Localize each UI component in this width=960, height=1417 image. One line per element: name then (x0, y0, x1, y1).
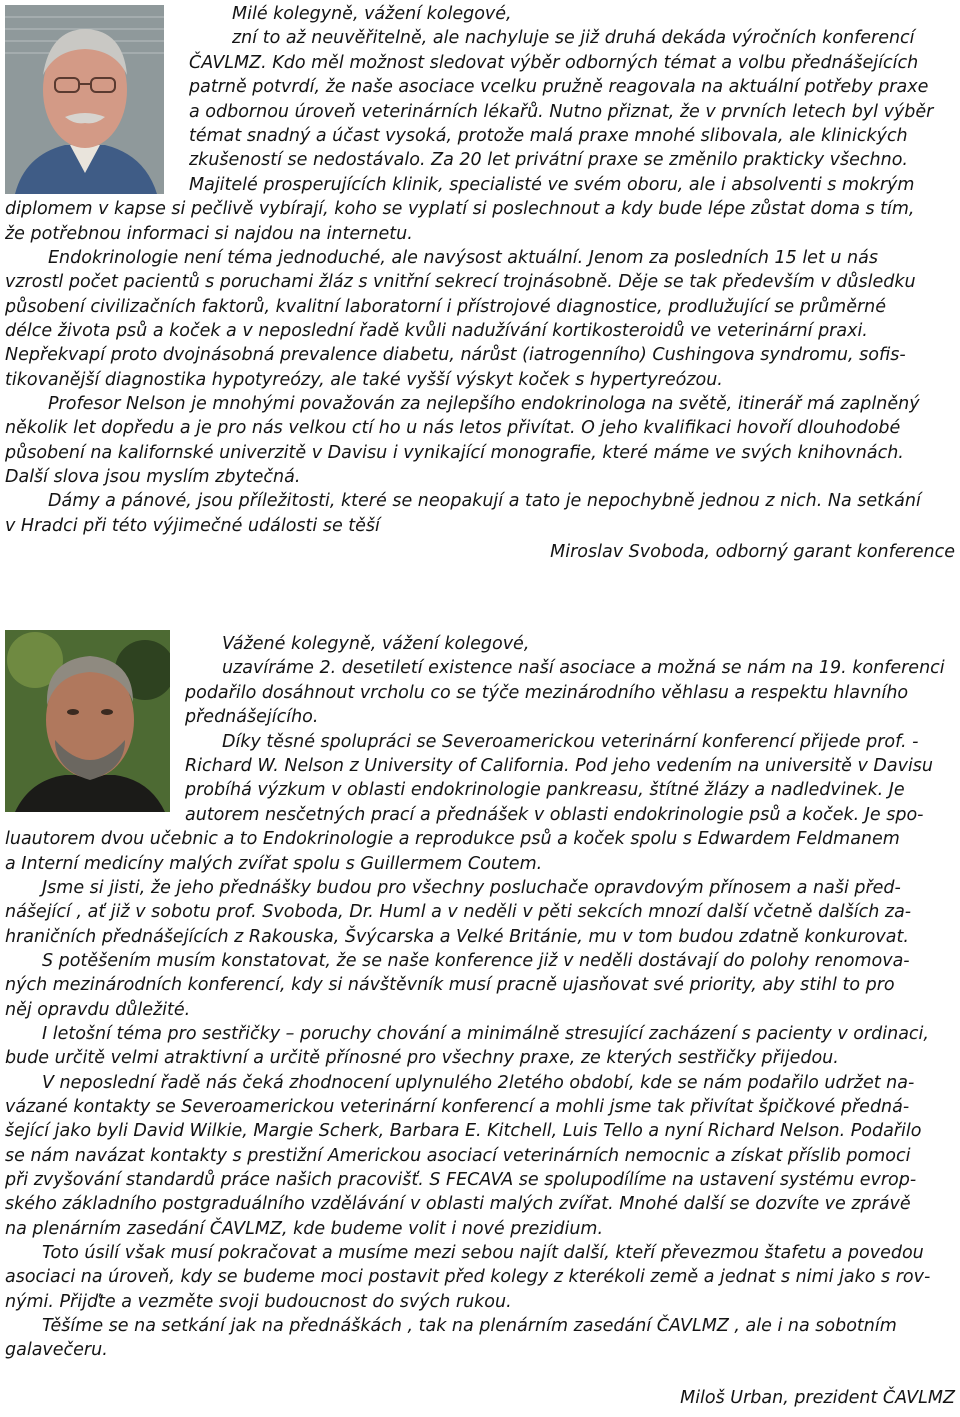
paragraph-line: nášející , ať již v sobotu prof. Svoboda, Dr. Huml a v neděli v pěti sekcích mnozí další včetně dalších za- (5, 902, 912, 922)
paragraph-line: zní to až neuvěřitelně, ale nachyluje se již druhá dekáda výročních konferencí (232, 28, 915, 48)
signature-urban: Miloš Urban, prezident ČAVLMZ (680, 1388, 955, 1408)
paragraph-line: bude určitě velmi atraktivní a určitě přínosné pro všechny praxe, ze kterých sestřičky přijedou. (5, 1048, 839, 1068)
portrait-illustration-2 (5, 630, 170, 812)
paragraph-line: v Hradci při této výjimečné události se těší (5, 516, 380, 536)
paragraph-line: působení civilizačních faktorů, kvalitní laboratorní i přístrojové diagnostice, prodlužující se průměrné (5, 297, 887, 317)
paragraph-line: Majitelé prosperujících klinik, specialisté ve svém oboru, ale i absolventi s mokrým (189, 175, 915, 195)
paragraph-line: Endokrinologie není téma jednoduché, ale navýsost aktuální. Jenom za posledních 15 let u nás (48, 248, 878, 268)
paragraph-line: a Interní medicíny malých zvířat spolu s Guillermem Coutem. (5, 854, 543, 874)
author-photo-urban (5, 630, 170, 812)
paragraph-line: přednášejícího. (185, 707, 319, 727)
paragraph-line: Jsme si jisti, že jeho přednášky budou pro všechny posluchače opravdovým přínosem a naši před- (42, 878, 901, 898)
paragraph-line: Nepřekvapí proto dvojnásobná prevalence diabetu, nárůst (iatrogenního) Cushingova syndromu, sofis- (5, 345, 906, 365)
paragraph-line: ČAVLMZ. Kdo měl možnost sledovat výběr odborných témat a volbu přednášejících (189, 53, 919, 73)
paragraph-line: délce života psů a koček a v neposlední řadě kvůli nadužívání kortikosteroidů ve veterinární praxi. (5, 321, 868, 341)
paragraph-line: Dámy a pánové, jsou příležitosti, které se neopakují a tato je nepochybně jednou z nich. Na setkání (48, 491, 921, 511)
paragraph-line: ných mezinárodních konferencí, kdy si návštěvník musí pracně ujasňovat své priority, aby stihl to pro (5, 975, 895, 995)
paragraph-line: ského základního postgraduálního vzdělávání v oblasti malých zvířat. Mnohé další se dozvíte ve zprávě (5, 1194, 911, 1214)
paragraph-line: uzavíráme 2. desetiletí existence naší asociace a možná se nám na 19. konferenci (222, 658, 945, 678)
paragraph-line: Další slova jsou myslím zbytečná. (5, 467, 301, 487)
paragraph-line: šející jako byli David Wilkie, Margie Scherk, Barbara E. Kitchell, Luis Tello a nyní Richard Nelson. Podařilo (5, 1121, 922, 1141)
letter-section-1 (0, 0, 960, 600)
paragraph-line: několik let dopředu a je pro nás velkou ctí ho u nás letos přivítat. O jeho kvalifikaci hovoří dlouhodobé (5, 418, 901, 438)
paragraph-line: Profesor Nelson je mnohými považován za nejlepšího endokrinologa na světě, itinerář má zaplněný (48, 394, 920, 414)
paragraph-line: na plenárním zasedání ČAVLMZ, kde budeme volit i nové prezidium. (5, 1219, 604, 1239)
paragraph-line: Richard W. Nelson z University of California. Pod jeho vedením na universitě v Davisu (185, 756, 934, 776)
letter-section-2 (0, 630, 960, 1417)
paragraph-line: probíhá výzkum v oblasti endokrinologie pankreasu, štítné žlázy a nadledvinek. Je (185, 780, 905, 800)
paragraph-line: galavečeru. (5, 1340, 108, 1360)
paragraph-line: Díky těsné spolupráci se Severoamerickou veterinární konferencí přijede prof. - (222, 732, 919, 752)
paragraph-line: podařilo dosáhnout vrcholu co se týče mezinárodního věhlasu a respektu hlavního (185, 683, 909, 703)
paragraph-line: se nám navázat kontakty s prestižní Americkou asociací veterinárních nemocnic a získat příslib pomoci (5, 1146, 911, 1166)
paragraph-line: V neposlední řadě nás čeká zhodnocení uplynulého 2letého období, kde se nám podařilo udržet na- (42, 1073, 915, 1093)
paragraph-line: vázané kontakty se Severoamerickou veterinární konferencí a mohli jsme tak přivítat špičkové předná- (5, 1097, 910, 1117)
salutation-2: Vážené kolegyně, vážení kolegové, (222, 634, 530, 654)
paragraph-line: I letošní téma pro sestřičky – poruchy chování a minimálně stresující zacházení s pacienty v ordinaci, (42, 1024, 929, 1044)
paragraph-line: asociaci na úroveň, kdy se budeme moci postavit před kolegy z kterékoli země a jednat s nimi jako s rov- (5, 1267, 931, 1287)
paragraph-line: patrně potvrdí, že naše asociace vcelku pružně reagovala na aktuální potřeby praxe (189, 77, 929, 97)
portrait-illustration-1 (5, 5, 164, 194)
paragraph-line: tikovanější diagnostika hypotyreózy, ale také vyšší výskyt koček s hypertyreózou. (5, 370, 723, 390)
paragraph-line: Těšíme se na setkání jak na přednáškách , tak na plenárním zasedání ČAVLMZ , ale i na sobotním (42, 1316, 897, 1336)
paragraph-line: S potěšením musím konstatovat, že se naše konference již v neděli dostávají do polohy renomova- (42, 951, 910, 971)
paragraph-line: hraničních přednášejících z Rakouska, Švýcarska a Velké Británie, mu v tom budou zdatně konkurovat. (5, 927, 909, 947)
paragraph-line: působení na kalifornské univerzitě v Davisu i vynikající monografie, které máme ve svých knihovnách. (5, 443, 904, 463)
paragraph-line: luautorem dvou učebnic a to Endokrinologie a reprodukce psů a koček spolu s Edwardem Feldmanem (5, 829, 900, 849)
paragraph-line: a odbornou úroveň veterinárních lékařů. Nutno přiznat, že v prvních letech byl výběr (189, 102, 934, 122)
paragraph-line: něj opravdu důležité. (5, 1000, 191, 1020)
author-photo-svoboda (5, 5, 164, 194)
signature-svoboda: Miroslav Svoboda, odborný garant konference (550, 542, 955, 562)
paragraph-line: že potřebnou informaci si najdou na internetu. (5, 224, 413, 244)
paragraph-line: zkušeností se nedostávalo. Za 20 let privátní praxe se změnilo prakticky všechno. (189, 150, 908, 170)
paragraph-line: autorem nesčetných prací a přednášek v oblasti endokrinologie psů a koček. Je spo- (185, 805, 924, 825)
paragraph-line: vzrostl počet pacientů s poruchami žláz s vnitřní sekrecí trojnásobně. Děje se tak především v důsledku (5, 272, 916, 292)
paragraph-line: při zvyšování standardů práce našich pracovišť. S FECAVA se spolupodílíme na ustavení systému evrop- (5, 1170, 917, 1190)
paragraph-line: diplomem v kapse si pečlivě vybírají, koho se vyplatí si poslechnout a kdy bude lépe zůstat doma s tím, (5, 199, 915, 219)
paragraph-line: nými. Přijďte a vezměte svoji budoucnost do svých rukou. (5, 1292, 512, 1312)
paragraph-line: Toto úsilí však musí pokračovat a musíme mezi sebou najít další, kteří převezmou štafetu a povedou (42, 1243, 924, 1263)
paragraph-line: témat snadný a účast vysoká, protože malá praxe mnohé slibovala, ale klinických (189, 126, 908, 146)
salutation-1: Milé kolegyně, vážení kolegové, (232, 4, 512, 24)
